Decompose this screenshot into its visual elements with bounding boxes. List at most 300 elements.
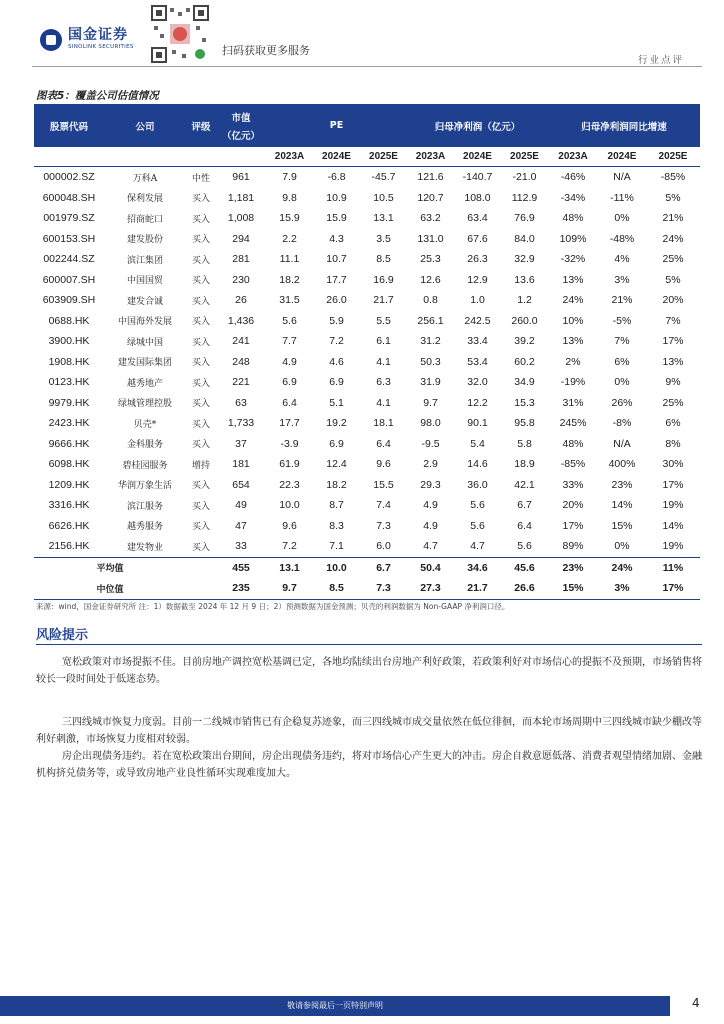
market-cap: 221 (232, 376, 250, 389)
company-name: 碧桂园服务 (122, 460, 168, 471)
pe-value: 12.4 (326, 458, 347, 471)
table-row (34, 434, 700, 455)
company-name: 越秀地产 (126, 378, 163, 389)
profit-value: 95.8 (514, 417, 535, 430)
growth-value: 30% (662, 458, 684, 471)
pe-value: 4.3 (329, 232, 344, 245)
rating: 增持 (191, 460, 210, 471)
pe-value: 22.3 (279, 478, 300, 491)
profit-value: 6.4 (517, 519, 532, 532)
growth-value: -85% (560, 458, 586, 471)
rating: 买入 (191, 358, 210, 369)
market-cap: 37 (235, 437, 247, 450)
profit-value: 34.9 (514, 376, 535, 389)
profit-value: 32.0 (467, 376, 488, 389)
company-name: 金科服务 (126, 440, 163, 451)
profit-value: 12.2 (467, 396, 488, 409)
profit-value: 5.8 (517, 437, 532, 450)
growth-value: -19% (560, 376, 586, 389)
market-cap: 455 (216, 557, 266, 578)
rating: 买入 (191, 337, 210, 348)
risk-paragraph: 三四线城市恢复力度弱。目前一二线城市销售已有企稳复苏迹象，而三四线城市成交量依然在低位徘徊，而本轮市场周期中三四线城市缺少棚改等利好刺激，市场恢复力度相对较弱。 (36, 717, 702, 745)
market-cap: 281 (232, 253, 250, 266)
pe-value: 18.1 (373, 417, 394, 430)
profit-value: 4.9 (423, 519, 438, 532)
company-name: 建发合诚 (126, 296, 163, 307)
profit-value: 131.0 (417, 232, 444, 245)
table-row (34, 311, 700, 332)
profit-value: 31.2 (420, 335, 441, 348)
profit-value: 120.7 (417, 191, 444, 204)
pe-value: -6.8 (327, 171, 346, 184)
pe-value: 6.4 (282, 396, 297, 409)
col-header-profit: 归母净利润（亿元） (407, 104, 548, 147)
growth-value: 13% (562, 273, 584, 286)
rating: 买入 (191, 419, 210, 430)
growth-value: 8% (665, 437, 681, 450)
mktcap-label-line2: （亿元） (221, 130, 260, 142)
profit-value: 5.6 (517, 540, 532, 553)
growth-value: 17% (662, 478, 684, 491)
summary-empty (186, 578, 216, 599)
growth-value: 3% (598, 578, 646, 599)
profit-value: -21.0 (512, 171, 537, 184)
pe-value: 4.9 (282, 355, 297, 368)
growth-value: 7% (665, 314, 681, 327)
profit-value: 9.7 (423, 396, 438, 409)
logo-icon (40, 29, 62, 51)
company-name: 华润万象生活 (117, 481, 172, 492)
growth-value: 26% (611, 396, 633, 409)
growth-value: 20% (662, 294, 684, 307)
pe-value: 8.3 (329, 519, 344, 532)
pe-value: 5.1 (329, 396, 344, 409)
growth-value: N/A (613, 171, 631, 184)
profit-value: -9.5 (421, 437, 440, 450)
growth-value: 17% (562, 519, 584, 532)
rating: 买入 (191, 276, 210, 287)
table-row (34, 188, 700, 209)
pe-value: 10.5 (373, 191, 394, 204)
growth-value: 24% (598, 557, 646, 578)
stock-code: 9666.HK (48, 437, 90, 450)
section-tag: 行业点评 (638, 55, 685, 66)
stock-code: 000002.SZ (43, 171, 95, 184)
table-row (34, 475, 700, 496)
growth-value: 400% (608, 458, 636, 471)
growth-value: 2% (565, 355, 581, 368)
pe-value: 8.5 (313, 578, 360, 599)
company-name: 建发股份 (126, 235, 163, 246)
table-row (34, 290, 700, 311)
year-header: 2024E (313, 147, 360, 167)
rating: 买入 (191, 296, 210, 307)
pe-value: 15.9 (326, 212, 347, 225)
profit-value: 84.0 (514, 232, 535, 245)
company-name: 中国国贸 (126, 276, 163, 287)
growth-value: 4% (614, 253, 630, 266)
pe-value: 9.7 (266, 578, 313, 599)
growth-value: 17% (646, 578, 700, 599)
pe-value: 6.9 (329, 376, 344, 389)
market-cap: 49 (235, 499, 247, 512)
growth-value: 15% (611, 519, 633, 532)
rating: 买入 (191, 235, 210, 246)
mktcap-label-line1: 市值 (231, 112, 251, 124)
stock-code: 600153.SH (42, 232, 96, 245)
pe-value: 26.0 (326, 294, 347, 307)
pe-value: 10.9 (326, 191, 347, 204)
growth-value: -8% (612, 417, 632, 430)
rating: 买入 (191, 542, 210, 553)
year-header: 2025E (501, 147, 548, 167)
stock-code: 9979.HK (48, 396, 90, 409)
header-divider (32, 66, 702, 67)
company-name: 绿城管理控股 (117, 399, 172, 410)
rating: 买入 (191, 255, 210, 266)
profit-value: 42.1 (514, 478, 535, 491)
profit-value: 25.3 (420, 253, 441, 266)
pe-value: 7.7 (282, 335, 297, 348)
growth-value: 10% (562, 314, 584, 327)
market-cap: 1,008 (227, 212, 255, 225)
stock-code: 6098.HK (48, 458, 90, 471)
pe-value: 31.5 (279, 294, 300, 307)
pe-value: 6.9 (329, 437, 344, 450)
pe-value: 5.5 (376, 314, 391, 327)
company-name: 贝壳* (133, 419, 157, 430)
pe-value: 9.6 (376, 458, 391, 471)
year-header: 2025E (646, 147, 700, 167)
pe-value: 6.3 (376, 376, 391, 389)
pe-value: 6.4 (376, 437, 391, 450)
pe-value: 6.0 (376, 540, 391, 553)
col-header-mktcap (216, 104, 266, 147)
risk-title-underline (36, 644, 702, 645)
company-name: 中国海外发展 (117, 317, 172, 328)
stock-code: 0123.HK (48, 376, 90, 389)
pe-value: 15.9 (279, 212, 300, 225)
profit-value: 18.9 (514, 458, 535, 471)
pe-value: 3.5 (376, 232, 391, 245)
col-header-company: 公司 (104, 104, 186, 147)
profit-value: 67.6 (467, 232, 488, 245)
growth-value: -32% (560, 253, 586, 266)
profit-value: 36.0 (467, 478, 488, 491)
growth-value: 25% (662, 253, 684, 266)
profit-value: 4.9 (423, 499, 438, 512)
market-cap: 33 (235, 540, 247, 553)
growth-value: 21% (611, 294, 633, 307)
growth-value: 6% (665, 417, 681, 430)
col-header-growth: 归母净利润同比增速 (548, 104, 700, 147)
market-cap: 961 (232, 171, 250, 184)
growth-value: 5% (665, 273, 681, 286)
growth-value: 14% (662, 519, 684, 532)
market-cap: 1,181 (227, 191, 255, 204)
table-header-row (34, 104, 700, 147)
market-cap: 181 (232, 458, 250, 471)
company-name: 万科A (132, 173, 158, 184)
growth-value: 0% (614, 376, 630, 389)
table-row (34, 249, 700, 270)
footer-disclaimer: 敬请参阅最后一页特别声明 (287, 1001, 383, 1010)
growth-value: 7% (614, 335, 630, 348)
rating: 买入 (191, 522, 210, 533)
growth-value: 24% (662, 232, 684, 245)
profit-value: 15.3 (514, 396, 535, 409)
profit-value: 6.7 (517, 499, 532, 512)
pe-value: 11.1 (279, 253, 300, 266)
profit-value: 13.6 (514, 273, 535, 286)
col-header-pe: PE (266, 104, 407, 147)
year-header: 2023A (407, 147, 454, 167)
summary-row (34, 578, 700, 599)
growth-value: 25% (662, 396, 684, 409)
pe-value: 4.1 (376, 355, 391, 368)
profit-value: 29.3 (420, 478, 441, 491)
growth-value: 89% (562, 540, 584, 553)
profit-value: 60.2 (514, 355, 535, 368)
profit-value: 26.6 (501, 578, 548, 599)
stock-code: 600048.SH (42, 191, 96, 204)
summary-row (34, 557, 700, 578)
profit-value: 5.4 (470, 437, 485, 450)
pe-value: 18.2 (326, 478, 347, 491)
profit-value: 53.4 (467, 355, 488, 368)
profit-value: 63.4 (467, 212, 488, 225)
year-header: 2023A (548, 147, 598, 167)
year-header: 2024E (598, 147, 646, 167)
growth-value: 17% (662, 335, 684, 348)
pe-value: 7.2 (329, 335, 344, 348)
stock-code: 0688.HK (48, 314, 90, 327)
pe-value: 7.3 (376, 519, 391, 532)
company-name: 滨江服务 (126, 501, 163, 512)
growth-value: 23% (611, 478, 633, 491)
growth-value: 11% (646, 557, 700, 578)
pe-value: -3.9 (280, 437, 299, 450)
growth-value: 5% (665, 191, 681, 204)
profit-value: 26.3 (467, 253, 488, 266)
profit-value: 121.6 (417, 171, 444, 184)
pe-value: 7.9 (282, 171, 297, 184)
pe-value: 6.9 (282, 376, 297, 389)
summary-label: 中位值 (34, 578, 186, 599)
rating: 买入 (191, 378, 210, 389)
growth-value: -85% (660, 171, 686, 184)
profit-value: 242.5 (464, 314, 491, 327)
stock-code: 001979.SZ (43, 212, 95, 225)
profit-value: 98.0 (420, 417, 441, 430)
stock-code: 002244.SZ (43, 253, 95, 266)
pe-value: 6.7 (360, 557, 407, 578)
market-cap: 241 (232, 335, 250, 348)
figure-title: 图表5：覆盖公司估值情况 (36, 90, 159, 102)
page-header (0, 0, 724, 68)
rating: 买入 (191, 194, 210, 205)
profit-value: 256.1 (417, 314, 444, 327)
profit-value: 1.2 (517, 294, 532, 307)
rating: 买入 (191, 440, 210, 451)
pe-value: 9.6 (282, 519, 297, 532)
profit-value: 4.7 (423, 540, 438, 553)
qr-code-icon (150, 4, 210, 64)
pe-value: 18.2 (279, 273, 300, 286)
rating: 买入 (191, 481, 210, 492)
growth-value: 21% (662, 212, 684, 225)
profit-value: 12.9 (467, 273, 488, 286)
profit-value: 50.4 (407, 557, 454, 578)
stock-code: 603909.SH (42, 294, 96, 307)
growth-value: 19% (662, 540, 684, 553)
growth-value: 13% (562, 335, 584, 348)
stock-code: 1209.HK (48, 478, 90, 491)
profit-value: 27.3 (407, 578, 454, 599)
growth-value: 23% (548, 557, 598, 578)
market-cap: 248 (232, 355, 250, 368)
table-row (34, 536, 700, 557)
table-row (34, 208, 700, 229)
market-cap: 1,436 (227, 314, 255, 327)
profit-value: -140.7 (462, 171, 493, 184)
company-name: 越秀服务 (126, 522, 163, 533)
table-row (34, 516, 700, 537)
pe-value: 8.7 (329, 499, 344, 512)
profit-value: 5.6 (470, 499, 485, 512)
pe-value: 8.5 (376, 253, 391, 266)
profit-value: 0.8 (423, 294, 438, 307)
profit-value: 260.0 (511, 314, 538, 327)
table-year-row (34, 147, 700, 167)
stock-code: 2423.HK (48, 417, 90, 430)
market-cap: 294 (232, 232, 250, 245)
growth-value: -48% (609, 232, 635, 245)
col-header-rating: 评级 (186, 104, 216, 147)
growth-value: 9% (665, 376, 681, 389)
risk-paragraph: 房企出现债务违约。若在宽松政策出台期间，房企出现债务违约，将对市场信心产生更大的冲击。房企自救意愿低落、消费者观望情绪加剧、金融机构挤兑债务等，或导致房地产业良性循环实现难度加大。 (36, 751, 702, 779)
growth-value: 13% (662, 355, 684, 368)
table-row (34, 229, 700, 250)
pe-value: 10.7 (326, 253, 347, 266)
logo-name-en: SINOLINK SECURITIES (68, 44, 134, 50)
growth-value: -46% (560, 171, 586, 184)
growth-value: 48% (562, 212, 584, 225)
table-body (34, 167, 700, 600)
growth-value: 0% (614, 212, 630, 225)
profit-value: 31.9 (420, 376, 441, 389)
table-row (34, 167, 700, 188)
company-logo (40, 28, 134, 51)
scan-prompt: 扫码获取更多服务 (222, 44, 310, 57)
company-name: 绿城中国 (126, 337, 163, 348)
stock-code: 1908.HK (48, 355, 90, 368)
growth-value: 19% (662, 499, 684, 512)
growth-value: -11% (610, 191, 634, 204)
growth-value: N/A (613, 437, 631, 450)
growth-value: -34% (560, 191, 586, 204)
pe-value: 10.0 (279, 499, 300, 512)
company-name: 建发国际集团 (117, 358, 172, 369)
pe-value: 9.8 (282, 191, 297, 204)
company-name: 建发物业 (126, 542, 163, 553)
profit-value: 5.6 (470, 519, 485, 532)
pe-value: 10.0 (313, 557, 360, 578)
summary-label: 平均值 (34, 557, 186, 578)
risk-paragraph: 宽松政策对市场提振不佳。目前房地产调控宽松基调已定，各地均陆续出台房地产利好政策，若政策利好对市场信心的提振不及预期，市场销售将较长一段时间处于低迷态势。 (36, 657, 702, 685)
stock-code: 2156.HK (48, 540, 90, 553)
market-cap: 235 (216, 578, 266, 599)
profit-value: 45.6 (501, 557, 548, 578)
pe-value: 21.7 (373, 294, 394, 307)
profit-value: 112.9 (511, 191, 538, 204)
pe-value: 2.2 (282, 232, 297, 245)
profit-value: 4.7 (470, 540, 485, 553)
rating: 中性 (191, 173, 210, 184)
growth-value: 15% (548, 578, 598, 599)
profit-value: 63.2 (420, 212, 441, 225)
growth-value: -5% (612, 314, 632, 327)
growth-value: 0% (614, 540, 630, 553)
pe-value: 4.6 (329, 355, 344, 368)
pe-value: 7.4 (376, 499, 391, 512)
profit-value: 21.7 (454, 578, 501, 599)
table-row (34, 270, 700, 291)
pe-value: 15.5 (373, 478, 394, 491)
pe-value: 5.9 (329, 314, 344, 327)
pe-value: -45.7 (371, 171, 396, 184)
profit-value: 14.6 (467, 458, 488, 471)
market-cap: 1,733 (227, 417, 255, 430)
profit-value: 76.9 (514, 212, 535, 225)
growth-value: 48% (562, 437, 584, 450)
year-header: 2023A (266, 147, 313, 167)
growth-value: 6% (614, 355, 630, 368)
growth-value: 31% (562, 396, 584, 409)
market-cap: 26 (235, 294, 247, 307)
table-row (34, 331, 700, 352)
stock-code: 600007.SH (42, 273, 96, 286)
rating: 买入 (191, 317, 210, 328)
table-source-note: 来源：wind，国金证券研究所 注：1）数据截至 2024 年 12 月 9 日；2）预测数据为国金预测；贝壳的利润数据为 Non-GAAP 净利润口径。 (36, 602, 510, 611)
market-cap: 230 (232, 273, 250, 286)
profit-value: 34.6 (454, 557, 501, 578)
growth-value: 24% (562, 294, 584, 307)
logo-name-cn: 国金证券 (68, 27, 128, 43)
growth-value: 33% (562, 478, 584, 491)
stock-code: 3900.HK (48, 335, 90, 348)
page-number: 4 (692, 996, 700, 1010)
stock-code: 3316.HK (48, 499, 90, 512)
pe-value: 4.1 (376, 396, 391, 409)
pe-value: 13.1 (266, 557, 313, 578)
pe-value: 61.9 (279, 458, 300, 471)
col-header-code: 股票代码 (34, 104, 104, 147)
table-row (34, 372, 700, 393)
pe-value: 17.7 (279, 417, 300, 430)
rating: 买入 (191, 399, 210, 410)
rating: 买入 (191, 501, 210, 512)
profit-value: 32.9 (514, 253, 535, 266)
profit-value: 1.0 (470, 294, 485, 307)
growth-value: 3% (614, 273, 630, 286)
risk-section-title: 风险提示 (36, 628, 89, 643)
pe-value: 7.3 (360, 578, 407, 599)
growth-value: 20% (562, 499, 584, 512)
pe-value: 19.2 (326, 417, 347, 430)
table-row (34, 495, 700, 516)
profit-value: 12.6 (420, 273, 441, 286)
